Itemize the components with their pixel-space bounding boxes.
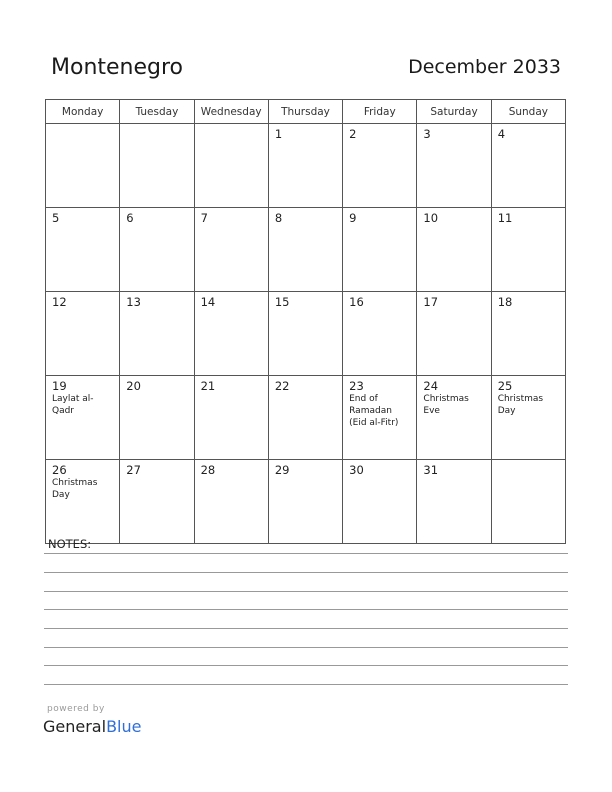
day-number: 16 [349, 295, 364, 309]
day-cell [46, 124, 120, 208]
day-cell [491, 460, 565, 544]
day-cell [343, 208, 417, 292]
day-number: 19 [52, 379, 67, 393]
note-line [44, 647, 568, 648]
note-line [44, 553, 568, 554]
day-cell [491, 124, 565, 208]
day-cell [491, 292, 565, 376]
weekday-header: Thursday [268, 100, 342, 124]
holiday-label: Christmas Eve [423, 394, 469, 416]
week-row [46, 208, 566, 292]
note-line [44, 684, 568, 685]
day-number: 10 [423, 211, 439, 225]
day-number: 20 [126, 379, 141, 393]
note-line [44, 591, 568, 592]
day-cell [194, 124, 268, 208]
day-number: 14 [200, 295, 216, 309]
brand-logo [43, 717, 141, 736]
weekday-header: Tuesday [120, 100, 194, 124]
day-cell [46, 460, 120, 544]
powered-by-label: powered by [47, 704, 105, 714]
brand-general-text: General [43, 717, 107, 736]
day-number: 3 [423, 127, 431, 141]
day-number: 18 [497, 295, 513, 309]
day-number: 30 [349, 463, 364, 477]
day-number: 21 [200, 379, 216, 393]
day-number: 2 [349, 127, 357, 141]
calendar-country-title: Montenegro [51, 55, 184, 80]
day-number: 1 [274, 127, 283, 141]
holiday-label: End of Ramadan (Eid al-Fitr) [349, 394, 399, 428]
day-cell [491, 208, 565, 292]
day-cell [268, 460, 342, 544]
day-cell [194, 208, 268, 292]
day-number: 26 [52, 463, 67, 477]
day-number: 17 [423, 295, 439, 309]
day-cell [120, 460, 194, 544]
day-number: 5 [52, 211, 60, 225]
week-row [46, 460, 566, 544]
day-cell [46, 208, 120, 292]
day-cell [120, 376, 194, 460]
brand-blue-text: Blue [106, 717, 142, 736]
day-cell [417, 124, 491, 208]
note-line [44, 609, 568, 610]
day-cell [268, 208, 342, 292]
day-cell [194, 292, 268, 376]
day-number: 27 [126, 463, 141, 477]
day-cell [417, 460, 491, 544]
weekday-header: Friday [343, 100, 417, 124]
day-cell [120, 292, 194, 376]
day-cell [343, 292, 417, 376]
weekday-header: Monday [46, 100, 120, 124]
weekday-header: Wednesday [194, 100, 268, 124]
calendar-month-title: December 2033 [408, 56, 561, 78]
holiday-label: Christmas Day [497, 394, 544, 416]
day-number: 25 [497, 379, 513, 393]
week-row [46, 292, 566, 376]
notes-label: NOTES: [48, 537, 92, 551]
day-cell [46, 292, 120, 376]
day-cell [268, 124, 342, 208]
note-line [44, 665, 568, 666]
day-cell [417, 292, 491, 376]
note-line [44, 628, 568, 629]
day-cell [343, 376, 417, 460]
day-number: 9 [349, 211, 357, 225]
day-number: 7 [200, 211, 208, 225]
day-number: 22 [274, 379, 290, 393]
day-cell [46, 376, 120, 460]
day-cell [120, 208, 194, 292]
day-number: 8 [274, 211, 283, 225]
calendar-grid [45, 99, 566, 544]
day-cell [268, 376, 342, 460]
day-cell [194, 460, 268, 544]
note-line [44, 572, 568, 573]
day-cell [343, 460, 417, 544]
day-cell [491, 376, 565, 460]
calendar-body [46, 124, 566, 544]
weekday-header: Saturday [417, 100, 491, 124]
day-cell [194, 376, 268, 460]
day-number: 23 [349, 379, 364, 393]
day-cell [343, 124, 417, 208]
day-cell [417, 376, 491, 460]
day-number: 4 [497, 127, 506, 141]
weekday-header-row [46, 100, 566, 124]
day-number: 31 [423, 463, 439, 477]
holiday-label: Laylat al- Qadr [52, 394, 94, 416]
day-cell [417, 208, 491, 292]
day-number: 29 [274, 463, 290, 477]
holiday-label: Christmas Day [52, 478, 98, 500]
week-row [46, 376, 566, 460]
day-number: 6 [126, 211, 134, 225]
day-number: 28 [200, 463, 216, 477]
day-number: 24 [423, 379, 439, 393]
day-cell [120, 124, 194, 208]
day-number: 12 [52, 295, 67, 309]
day-cell [268, 292, 342, 376]
day-number: 15 [274, 295, 290, 309]
week-row [46, 124, 566, 208]
day-number: 13 [126, 295, 141, 309]
day-number: 11 [497, 211, 513, 225]
weekday-header: Sunday [491, 100, 565, 124]
